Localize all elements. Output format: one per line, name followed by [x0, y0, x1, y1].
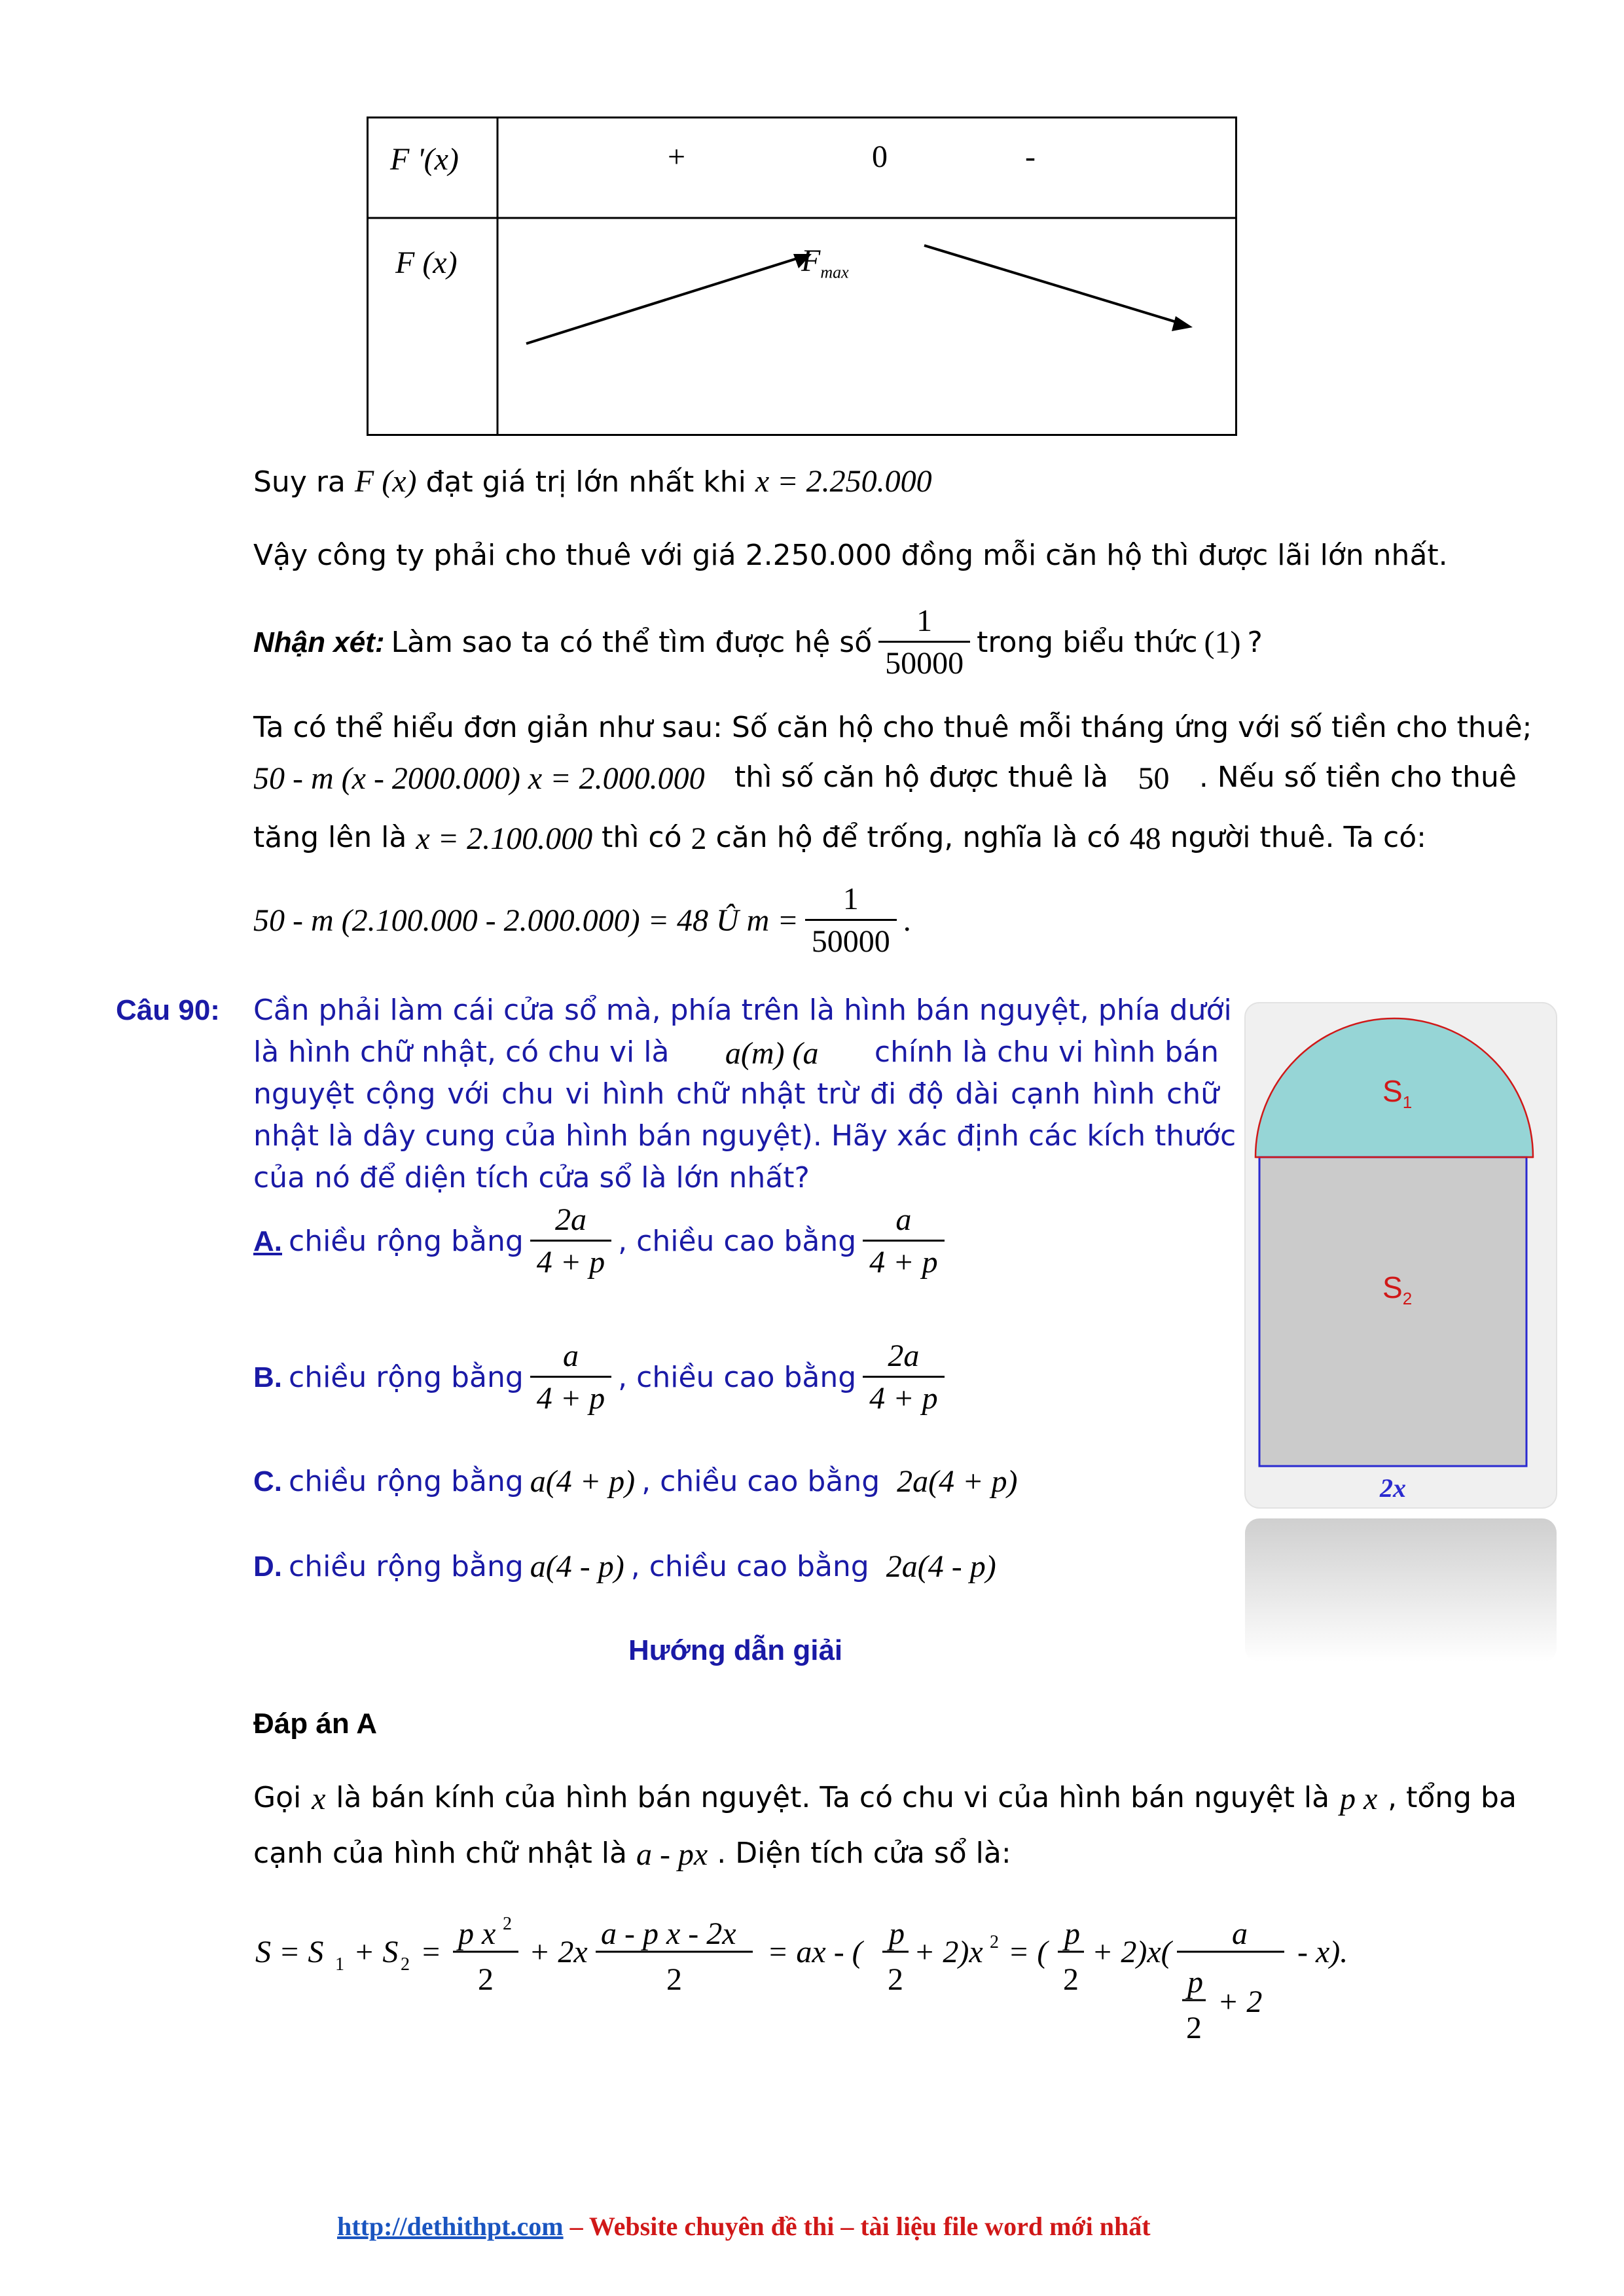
- solution-line-1: Gọi x là bán kính của hình bán nguyệt. Ta có chu vi của hình bán nguyệt là p x , tổng ba: [253, 1781, 1517, 1816]
- remark-label: Nhận xét:: [253, 626, 385, 658]
- explain-line2-math: 50 - m (x - 2000.000) x = 2.000.000: [253, 761, 705, 796]
- svg-text:+ 2: + 2: [1218, 1984, 1263, 2019]
- svg-text:2: 2: [1186, 2011, 1202, 2045]
- option-c-width-expr: a(4 + p): [530, 1464, 636, 1499]
- row-label-function: F (x): [395, 245, 458, 280]
- svg-text:a: a: [1232, 1916, 1248, 1951]
- option-b-width-fraction: $\frac{a}{4 + p}$: [530, 1340, 611, 1414]
- decreasing-arrow: [924, 245, 1193, 331]
- option-b-letter: B.: [253, 1361, 282, 1393]
- question-line-2: là hình chữ nhật, có chu vi là a(m) (a chính là chu vi hình bán: [253, 1035, 1219, 1071]
- svg-text:+ 2)x: + 2)x: [914, 1935, 983, 1969]
- question-line-1: Cần phải làm cái cửa sổ mà, phía trên là hình bán nguyệt, phía dưới: [253, 994, 1232, 1027]
- final-answer-line: Vậy công ty phải cho thuê với giá 2.250.000 đồng mỗi căn hộ thì được lãi lớn nhất.: [253, 539, 1448, 572]
- conclusion-fx: F (x): [354, 464, 417, 499]
- footer-text: – Website chuyên đề thi – tài liệu file word mới nhất: [563, 2212, 1151, 2241]
- explain-line2-tail: . Nếu số tiền cho thuê: [1199, 761, 1517, 794]
- explain-line-3: [253, 823, 1426, 855]
- option-d-height-expr: 2a(4 - p): [886, 1549, 996, 1584]
- sign-minus: -: [1025, 139, 1036, 174]
- explain-line3-n2: 48: [1129, 821, 1161, 856]
- max-label: $F_{max}$: [801, 243, 849, 282]
- explain-eq-lhs: 50 - m (2.100.000 - 2.000.000) = 48 Û m =: [253, 903, 799, 938]
- svg-text:2: 2: [1063, 1962, 1079, 1997]
- explain-line3-n1: 2: [691, 821, 707, 856]
- remark-line: [253, 605, 1263, 679]
- remark-ref: (1): [1204, 624, 1241, 660]
- row-label-derivative: F '(x): [390, 142, 459, 177]
- option-d[interactable]: [253, 1551, 996, 1583]
- remark-question-mark: ?: [1247, 625, 1263, 659]
- footer: [337, 2211, 1151, 2242]
- explain-line3-eq: x = 2.100.000: [416, 821, 593, 856]
- footer-link[interactable]: http://dethithpt.com: [337, 2212, 564, 2241]
- variation-table: [367, 117, 1237, 436]
- area-formula-drawing: [255, 1910, 1407, 2067]
- question-line-5: của nó để diện tích cửa sổ là lớn nhất?: [253, 1161, 810, 1194]
- label-s2: $S_2$: [1382, 1270, 1413, 1309]
- svg-text:+ 2)x(: + 2)x(: [1092, 1935, 1172, 1969]
- option-c-letter: C.: [253, 1465, 282, 1498]
- option-d-letter: D.: [253, 1551, 282, 1583]
- svg-text:=: =: [420, 1935, 442, 1969]
- option-a-height-fraction: $\frac{a}{4 + p}$: [863, 1204, 944, 1278]
- solution-line-2: cạnh của hình chữ nhật là a - px . Diện tích cửa sổ là:: [253, 1837, 1011, 1872]
- option-c[interactable]: [253, 1466, 1018, 1498]
- explain-line2-num: 50: [1138, 761, 1170, 796]
- conclusion-line: [253, 466, 932, 497]
- svg-text:p x: p x: [458, 1916, 496, 1951]
- svg-text:1: 1: [335, 1954, 344, 1975]
- svg-text:+ 2x: + 2x: [529, 1935, 588, 1969]
- solution-title: Hướng dẫn giải: [628, 1634, 843, 1666]
- option-b-width-text: chiều rộng bằng: [289, 1360, 524, 1394]
- conclusion-mid: đạt giá trị lớn nhất khi: [425, 465, 746, 499]
- explain-line-1: Ta có thể hiểu đơn giản như sau: Số căn hộ cho thuê mỗi tháng ứng với số tiền cho thuê;: [253, 711, 1532, 744]
- svg-text:2: 2: [666, 1962, 682, 1997]
- option-a-width-text: chiều rộng bằng: [289, 1224, 524, 1258]
- svg-text:= ax - (: = ax - (: [767, 1935, 863, 1969]
- remark-text-1: Làm sao ta có thể tìm được hệ số: [391, 625, 873, 659]
- question-line-4: nhật là dây cung của hình bán nguyệt). Hãy xác định các kích thước: [253, 1119, 1236, 1153]
- svg-text:2: 2: [888, 1962, 903, 1997]
- explain-eq-fraction: $\frac{1}{50000}$: [805, 884, 897, 958]
- explain-equation: [253, 884, 911, 958]
- explain-line2-text: thì số căn hộ được thuê là: [734, 761, 1109, 794]
- remark-text-2: trong biểu thức: [977, 625, 1198, 659]
- option-a[interactable]: [253, 1204, 945, 1278]
- question-line-3: nguyệt cộng với chu vi hình chữ nhật trừ đi độ dài cạnh hình chữ: [253, 1077, 1219, 1111]
- conclusion-eq: x = 2.250.000: [755, 464, 932, 499]
- option-a-letter: A.: [253, 1225, 282, 1257]
- svg-text:p: p: [1064, 1916, 1080, 1951]
- option-c-height-text: , chiều cao bằng: [641, 1465, 880, 1498]
- svg-text:p: p: [1187, 1965, 1203, 2000]
- option-b-height-text: , chiều cao bằng: [618, 1360, 857, 1394]
- option-b-height-fraction: $\frac{2a}{4 + p}$: [863, 1340, 944, 1414]
- window-figure: [1244, 1001, 1558, 1662]
- explain-line3-b: thì có: [602, 821, 682, 854]
- svg-text:= (: = (: [1008, 1935, 1048, 1969]
- svg-text:p: p: [889, 1916, 905, 1951]
- option-d-width-expr: a(4 - p): [530, 1549, 624, 1584]
- sign-zero: 0: [872, 139, 888, 174]
- option-c-width-text: chiều rộng bằng: [289, 1465, 524, 1498]
- remark-fraction: $\frac{1}{50000}$: [878, 605, 970, 679]
- explain-line3-a: tăng lên là: [253, 821, 407, 854]
- explain-line-2: [253, 763, 1517, 795]
- label-width: 2x: [1380, 1473, 1406, 1503]
- svg-text:a - p x - 2x: a - p x - 2x: [601, 1916, 736, 1951]
- option-a-height-text: , chiều cao bằng: [618, 1224, 857, 1258]
- question-text: [253, 994, 1236, 1206]
- svg-text:2: 2: [503, 1914, 512, 1934]
- explain-eq-end: .: [903, 903, 911, 938]
- svg-text:2: 2: [990, 1932, 999, 1952]
- svg-text:- x).: - x).: [1297, 1935, 1348, 1969]
- option-a-width-fraction: $\frac{2a}{4 + p}$: [530, 1204, 611, 1278]
- option-c-height-expr: 2a(4 + p): [897, 1464, 1018, 1499]
- question-label: Câu 90:: [116, 994, 220, 1026]
- increasing-arrow: [526, 254, 812, 344]
- option-b[interactable]: [253, 1340, 945, 1414]
- explain-line3-d: người thuê. Ta có:: [1170, 821, 1426, 854]
- svg-text:S = S: S = S: [255, 1935, 324, 1969]
- svg-text:+ S: + S: [353, 1935, 399, 1969]
- label-s1: $S_1$: [1382, 1074, 1413, 1113]
- solution-answer: Đáp án A: [253, 1708, 378, 1740]
- conclusion-pre: Suy ra: [253, 465, 346, 499]
- option-d-width-text: chiều rộng bằng: [289, 1550, 524, 1583]
- option-d-height-text: , chiều cao bằng: [630, 1550, 869, 1583]
- svg-text:2: 2: [401, 1954, 410, 1975]
- svg-text:2: 2: [478, 1962, 494, 1997]
- explain-line3-c: căn hộ để trống, nghĩa là có: [715, 821, 1121, 854]
- sign-plus: +: [668, 139, 686, 174]
